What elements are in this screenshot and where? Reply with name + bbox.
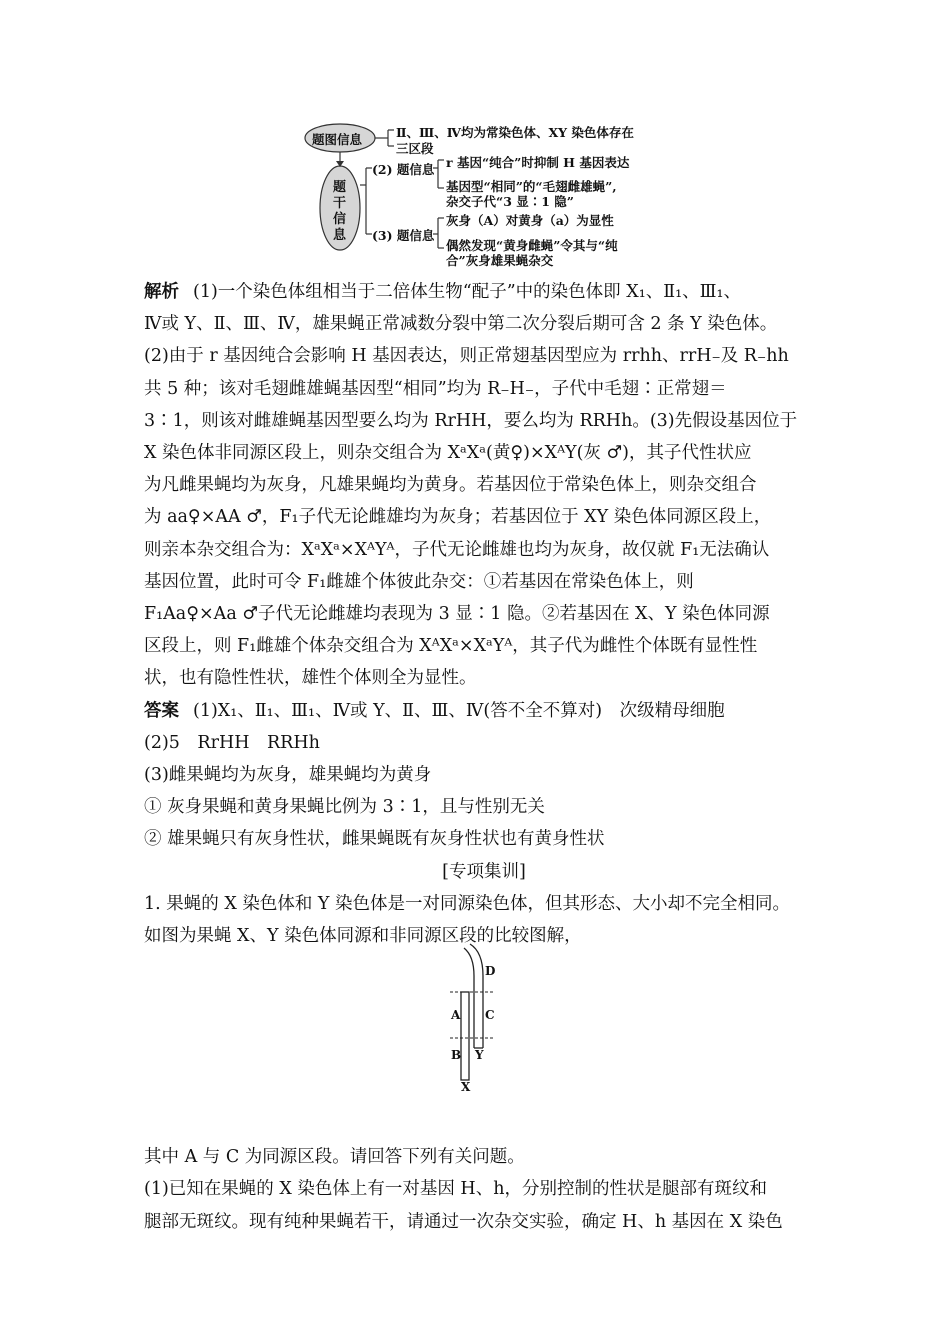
section-title: [专项集训]	[442, 861, 526, 882]
oval-top-label: 题图信息	[312, 132, 363, 147]
label-c: C	[485, 1008, 495, 1022]
analysis-line-8: 为 aa♀×AA ♂，F₁子代无论雌雄均为灰身；若基因位于 XY 染色体同源区段上，	[144, 507, 772, 528]
info-diagram	[300, 120, 660, 268]
oval-left-char-1: 题	[333, 180, 347, 195]
q2-item-1: r 基因“纯合”时抑制 H 基因表达	[446, 155, 630, 170]
after-line-3: 腿部无斑纹。现有纯种果蝇若干，请通过一次杂交实验，确定 H、h 基因在 X 染色	[144, 1211, 783, 1232]
q3-item-2-line-1: 偶然发现“黄身雌蝇”令其与“纯	[446, 238, 618, 253]
analysis-line-12: 区段上，则 F₁雌雄个体杂交组合为 XᴬXᵃ×XᵃYᴬ，其子代为雌性个体既有显性性	[144, 636, 758, 657]
question-line-1: 1. 果蝇的 X 染色体和 Y 染色体是一对同源染色体，但其形态、大小却不完全相同。	[144, 893, 791, 914]
analysis-line-9: 则亲本杂交组合为：XᵃXᵃ×XᴬYᴬ，子代无论雌雄也均为灰身，故仅就 F₁无法确认	[144, 539, 770, 560]
label-x: X	[461, 1080, 471, 1094]
oval-left-char-3: 信	[333, 212, 347, 227]
q3-item-1: 灰身（A）对黄身（a）为显性	[446, 213, 614, 228]
analysis-line-6: X 染色体非同源区段上，则杂交组合为 XᵃXᵃ(黄♀)×XᴬY(灰 ♂)，其子代性状应	[144, 443, 752, 464]
q3-label: (3) 题信息	[372, 228, 435, 243]
analysis-line-3: (2)由于 r 基因纯合会影响 H 基因表达，则正常翅基因型应为 rrhh、rrH₋及 R₋hh	[144, 346, 789, 367]
q2-item-2-line-1: 基因型“相同”的“毛翅雌雄蝇”,	[446, 179, 617, 194]
question-line-2: 如图为果蝇 X、Y 染色体同源和非同源区段的比较图解，	[144, 926, 582, 947]
answer-line-5: ② 雄果蝇只有灰身性状，雌果蝇既有灰身性状也有黄身性状	[144, 829, 605, 850]
answer-line-2: (2)5 RrHH RRHh	[144, 732, 320, 753]
answer-line-4: ① 灰身果蝇和黄身果蝇比例为 3∶1，且与性别无关	[144, 797, 545, 818]
analysis-line-1: 解析 (1)一个染色体组相当于二倍体生物“配子”中的染色体即 X₁、Ⅱ₁、Ⅲ₁、	[144, 282, 742, 302]
analysis-line-5: 3∶1，则该对雌雄蝇基因型要么均为 RrHH，要么均为 RRHh。(3)先假设基因位于	[144, 410, 798, 431]
analysis-line-11: F₁Aa♀×Aa ♂子代无论雌雄均表现为 3 显∶1 隐。②若基因在 X、Y 染色体同源	[144, 604, 770, 625]
analysis-line-4: 共 5 种；该对毛翅雌雄蝇基因型“相同”均为 R₋H₋，子代中毛翅∶正常翅＝	[144, 378, 727, 399]
answer-line-1: 答案 (1)X₁、Ⅱ₁、Ⅲ₁、Ⅳ或 Y、Ⅱ、Ⅲ、Ⅳ(答不全不算对) 次级精母细胞	[144, 700, 725, 721]
oval-left-char-4: 息	[333, 228, 347, 243]
label-d: D	[485, 964, 496, 978]
answer-line-3: (3)雌果蝇均为灰身，雄果蝇均为黄身	[144, 765, 432, 786]
top-item-line-1: Ⅱ、Ⅲ、Ⅳ均为常染色体、XY 染色体存在	[396, 125, 634, 140]
label-b: B	[451, 1048, 462, 1062]
label-y: Y	[475, 1048, 484, 1062]
top-item-line-2: 三区段	[396, 141, 434, 156]
analysis-label: 解析	[144, 282, 179, 302]
analysis-line-13: 状，也有隐性性状，雄性个体则全为显性。	[144, 668, 477, 689]
analysis-line-10: 基因位置，此时可令 F₁雌雄个体彼此杂交：①若基因在常染色体上，则	[144, 571, 694, 592]
chromosome-figure	[440, 940, 520, 1094]
answer-label: 答案	[144, 700, 179, 721]
q2-item-2-line-2: 杂交子代“3 显∶1 隐”	[446, 194, 574, 209]
q2-label: (2) 题信息	[372, 162, 435, 177]
after-line-2: (1)已知在果蝇的 X 染色体上有一对基因 H、h，分别控制的性状是腿部有斑纹和	[144, 1179, 767, 1200]
q3-item-2-line-2: 合”灰身雄果蝇杂交	[446, 253, 554, 268]
label-a: A	[451, 1008, 461, 1022]
oval-left-char-2: 干	[333, 196, 347, 211]
analysis-line-7: 为凡雌果蝇均为灰身，凡雄果蝇均为黄身。若基因位于常染色体上，则杂交组合	[144, 475, 757, 496]
analysis-line-2: Ⅳ或 Y、Ⅱ、Ⅲ、Ⅳ，雄果蝇正常减数分裂中第二次分裂后期可含 2 条 Y 染色体。	[144, 314, 778, 335]
after-line-1: 其中 A 与 C 为同源区段。请回答下列有关问题。	[144, 1147, 525, 1168]
main-content	[144, 276, 824, 1238]
